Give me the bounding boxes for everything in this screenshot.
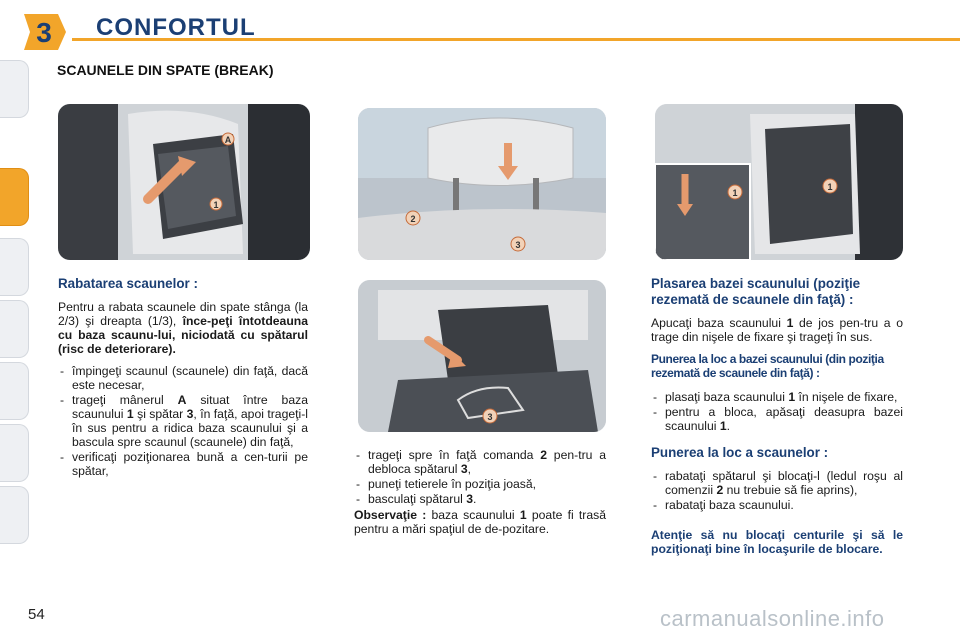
photo-label: 2 [410,214,416,224]
section-title: SCAUNELE DIN SPATE (BREAK) [57,62,274,78]
list-item: - rabataţi spătarul şi blocaţi-l (ledul roşu al comenzii 2 nu trebuie să fie aprins), [651,469,903,497]
side-tab[interactable] [0,300,29,358]
seat-return-steps [651,469,903,512]
list-item: - puneţi tetierele în poziţia joasă, [354,477,606,491]
side-tab[interactable] [0,60,29,118]
chapter-title: CONFORTUL [96,14,256,41]
heading-base-placement: Plasarea bazei scaunului (poziţie rezemată de scaunele din faţă) : [651,276,861,307]
left-column [58,276,308,486]
photo-label: A [224,135,232,145]
middle-column [354,448,606,544]
chapter-number: 3 [36,17,52,48]
photo-headrest-control [358,108,606,260]
list-item: - verificaţi poziţionarea bună a cen-turii pe spătar, [58,450,308,478]
list-item: - rabataţi baza scaunului. [651,498,903,512]
folding-steps [58,364,308,478]
note-paragraph: Observaţie : baza scaunului 1 poate fi trasă pentru a mări spaţiul de de-pozitare. [354,508,606,536]
chapter-badge [18,12,68,52]
base-return-steps [651,390,903,433]
base-paragraph: Apucaţi baza scaunului 1 de jos pen-tru a o trage din nişele de fixare şi trageţi în sus. [651,316,903,344]
page-number: 54 [28,606,45,623]
photo-label: 3 [487,412,493,422]
photo-label: 1 [732,188,738,198]
side-tabs [0,60,30,580]
list-item: - plasaţi baza scaunului 1 în nişele de fixare, [651,390,903,404]
list-item: - trageţi mânerul A situat între baza scaunului 1 şi spătar 3, în faţă, apoi trageţi-l în sus pentru a ridica baza scaunului şi a bascula spre scaunul (scaunele) din faţă, [58,393,308,449]
right-column [651,276,903,564]
list-item: - pentru a bloca, apăsaţi deasupra bazei scaunului 1. [651,405,903,433]
list-item: - trageţi spre în faţă comanda 2 pen-tru a debloca spătarul 3, [354,448,606,476]
heading-folding: Rabatarea scaunelor : [58,276,198,291]
side-tab[interactable] [0,424,29,482]
photo-label: 1 [827,182,833,192]
backrest-steps [354,448,606,506]
heading-seat-return: Punerea la loc a scaunelor : [651,445,829,460]
watermark: carmanualsonline.info [660,606,885,631]
intro-paragraph: Pentru a rabata scaunele din spate stânga (la 2/3) şi dreapta (1/3), înce-peţi întotdeauna cu baza scaunu-lui, niciodată cu spătarul (risc de deteriorare). [58,300,308,356]
photo-seat-folding [58,104,310,260]
list-item: - împingeţi scaunul (scaunele) din faţă, dacă este necesar, [58,364,308,392]
list-item: - basculaţi spătarul 3. [354,492,606,506]
heading-base-return: Punerea la loc a bazei scaunului (din poziţia rezemată de scaunele din faţă) : [651,352,884,380]
side-tab[interactable] [0,238,29,296]
photo-label: 1 [213,200,219,210]
photo-label: 3 [515,240,521,250]
photo-seat-base [655,104,903,260]
side-tab[interactable] [0,486,29,544]
side-tab[interactable] [0,362,29,420]
photo-backrest-tilted [358,280,606,432]
side-tab-active[interactable] [0,168,29,226]
warning-text: Atenţie să nu blocaţi centurile şi să le poziţionaţi bine în locaşurile de blocare. [651,528,903,556]
